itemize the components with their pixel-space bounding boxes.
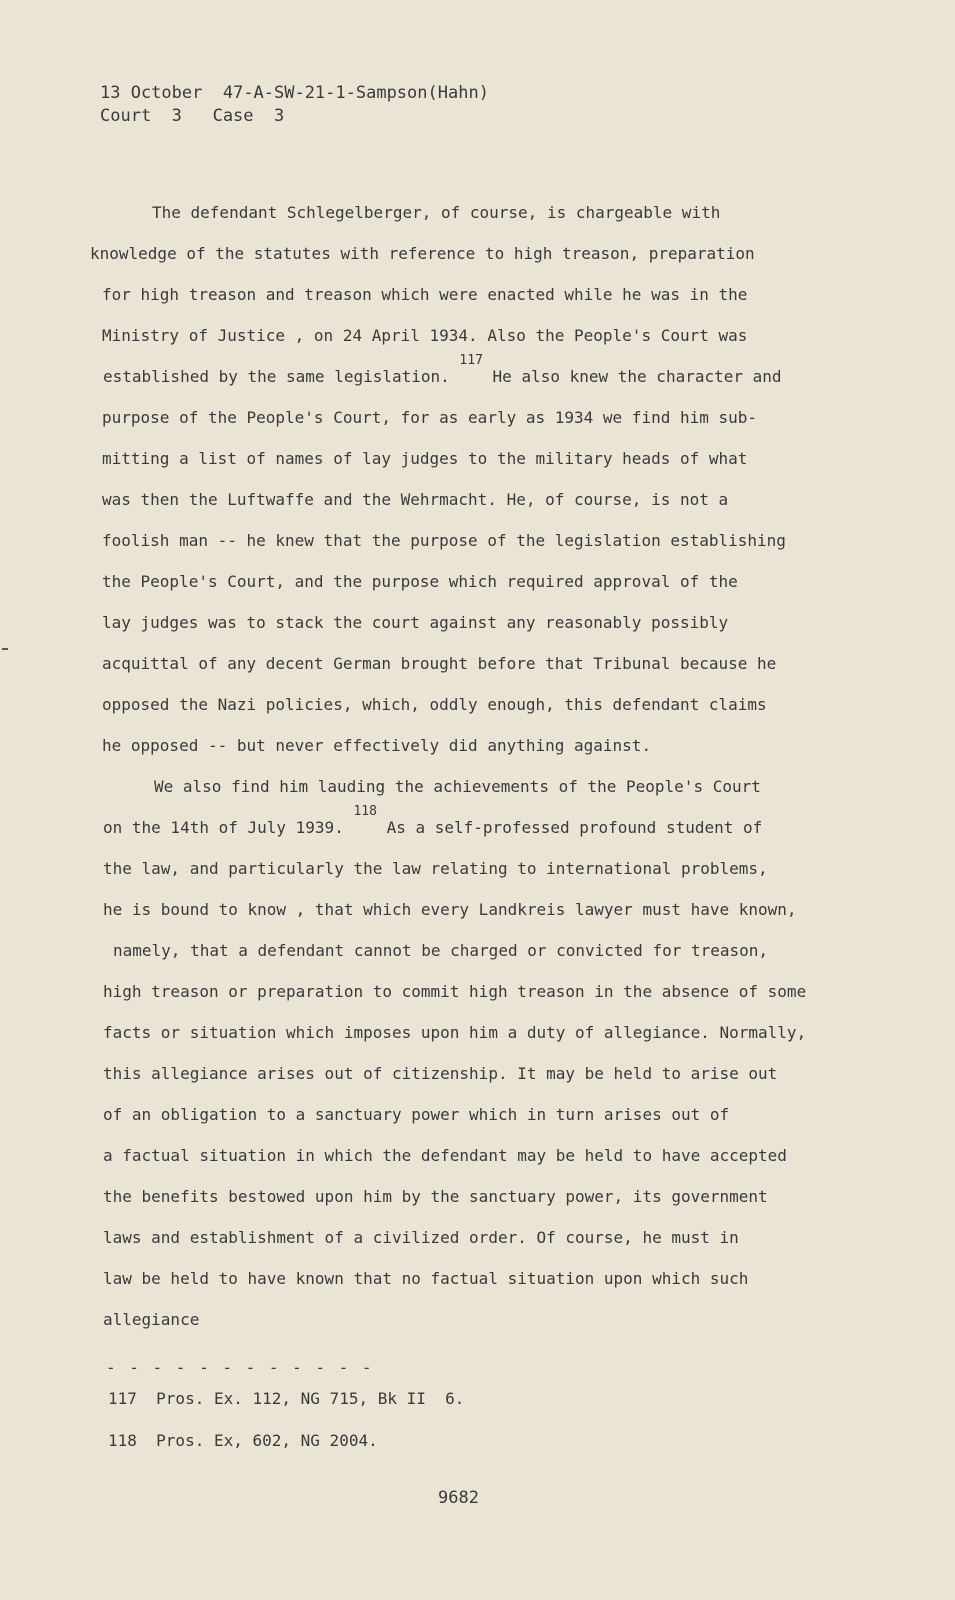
text-line: law be held to have known that no factual situation upon which such <box>103 1269 749 1288</box>
text-line: was then the Luftwaffe and the Wehrmacht. He, of course, is not a <box>102 490 729 509</box>
text-line: opposed the Nazi policies, which, oddly enough, this defendant claims <box>102 695 767 714</box>
text-line: for high treason and treason which were enacted while he was in the <box>102 285 748 304</box>
text-line: The defendant Schlegelberger, of course, is chargeable with <box>152 203 721 222</box>
text-line: he is bound to know , that which every Landkreis lawyer must have known, <box>103 900 797 919</box>
text-line: Ministry of Justice , on 24 April 1934. Also the People's Court was <box>102 326 748 345</box>
text-line: namely, that a defendant cannot be charged or convicted for treason, <box>113 941 769 960</box>
text-line: acquittal of any decent German brought before that Tribunal because he <box>102 654 777 673</box>
text-fragment: established by the same legislation. <box>103 367 450 386</box>
text-line: lay judges was to stack the court against any reasonably possibly <box>102 613 729 632</box>
body-text <box>90 202 860 1350</box>
text-line: We also find him lauding the achievements of the People's Court <box>154 777 761 796</box>
header <box>100 82 489 128</box>
footnote-ref-117: 117 <box>459 353 483 368</box>
footnote-118: 118 Pros. Ex, 602, NG 2004. <box>108 1431 378 1450</box>
text-line: a factual situation in which the defendant may be held to have accepted <box>103 1146 787 1165</box>
header-line-1: 13 October 47-A-SW-21-1-Sampson(Hahn) <box>100 83 489 103</box>
text-line: mitting a list of names of lay judges to the military heads of what <box>102 449 748 468</box>
text-line: the law, and particularly the law relating to international problems, <box>103 859 768 878</box>
text-line <box>90 804 860 858</box>
text-line: of an obligation to a sanctuary power which in turn arises out of <box>103 1105 730 1124</box>
text-line: foolish man -- he knew that the purpose of the legislation establishing <box>102 531 786 550</box>
text-line: knowledge of the statutes with reference to high treason, preparation <box>90 244 755 263</box>
footnote-ref-118: 118 <box>353 804 377 819</box>
text-line: he opposed -- but never effectively did anything against. <box>102 736 652 755</box>
text-line: allegiance <box>103 1310 200 1329</box>
text-line: facts or situation which imposes upon him a duty of allegiance. Normally, <box>103 1023 807 1042</box>
text-line: purpose of the People's Court, for as early as 1934 we find him sub- <box>102 408 758 427</box>
text-fragment: on the 14th of July 1939. <box>103 818 344 837</box>
margin-mark <box>2 648 8 650</box>
footnote-separator: - - - - - - - - - - - - <box>106 1358 374 1377</box>
text-line: high treason or preparation to commit high treason in the absence of some <box>103 982 807 1001</box>
text-line: the People's Court, and the purpose which required approval of the <box>102 572 738 591</box>
text-fragment: As a self-professed profound student of <box>386 818 763 837</box>
header-line-2: Court 3 Case 3 <box>100 106 285 126</box>
text-line: this allegiance arises out of citizenship. It may be held to arise out <box>103 1064 778 1083</box>
text-line: laws and establishment of a civilized order. Of course, he must in <box>103 1228 739 1247</box>
text-line: the benefits bestowed upon him by the sanctuary power, its government <box>103 1187 768 1206</box>
text-fragment: He also knew the character and <box>492 367 782 386</box>
page-number: 9682 <box>438 1488 479 1508</box>
footnote-117: 117 Pros. Ex. 112, NG 715, Bk II 6. <box>108 1389 465 1408</box>
text-line <box>90 353 860 407</box>
footnotes <box>108 1388 464 1472</box>
